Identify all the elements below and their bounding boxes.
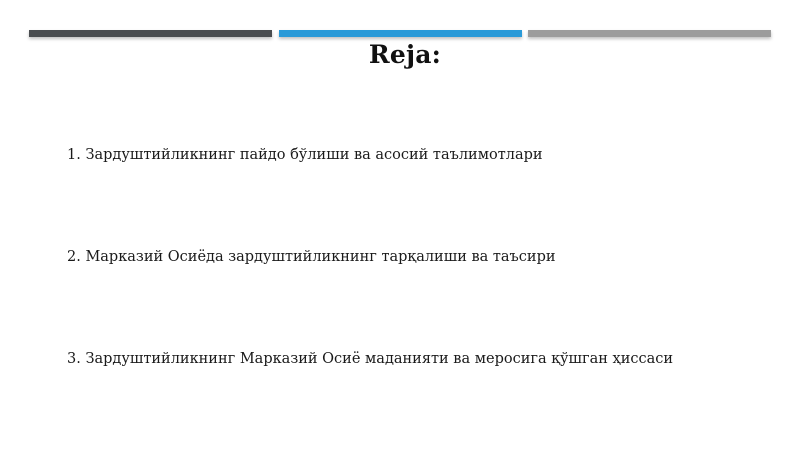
top-accent-bar-dark [29,30,272,37]
plan-item-2: 2. Марказий Осиёда зардуштийликнинг тарқалиши ва таъсири [67,249,556,265]
plan-item-3: 3. Зардуштийликнинг Марказий Осиё маданияти ва меросига қўшган ҳиссаси [67,351,674,367]
plan-item-1: 1. Зардуштийликнинг пайдо бўлиши ва асосий таълимотлари [67,147,543,163]
top-accent-bar-gray [528,30,771,37]
slide-title: Reja: [368,40,442,69]
top-accent-bar-blue [279,30,522,37]
